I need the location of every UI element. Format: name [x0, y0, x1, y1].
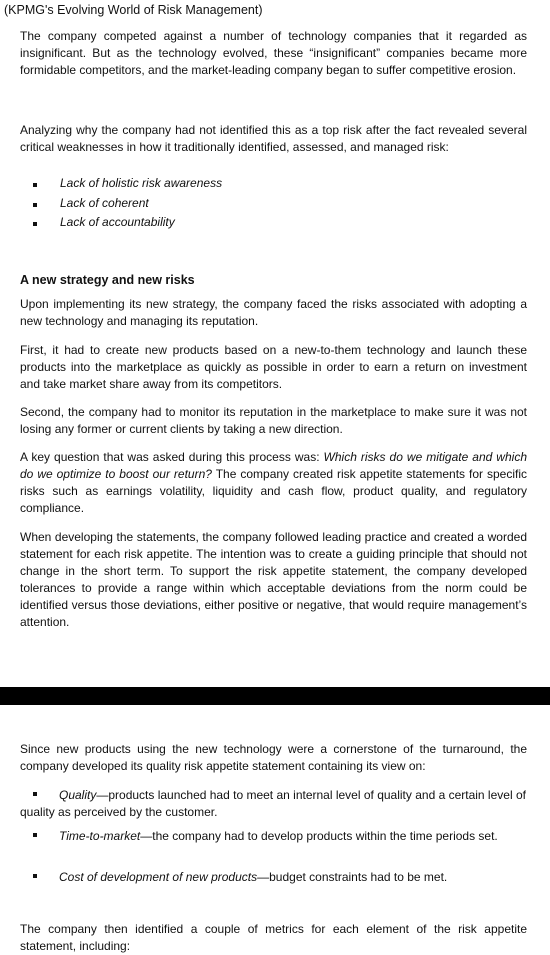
quality-item: Quality—products launched had to meet an internal level of quality and a certain level of quality as perceived by the customer. — [20, 788, 526, 819]
section-heading: A new strategy and new risks — [20, 273, 195, 287]
quality-item: Cost of development of new products—budget constraints had to be met. — [20, 869, 527, 886]
bullet-icon — [33, 183, 37, 187]
paragraph-statements: When developing the statements, the company followed leading practice and created a worded statement for each risk appetite. The intention was to create a guiding principle that should not change in the short term. To support the risk appetite statement, the company developed tolerances to provide a range within which acceptable deviations from the norm could be identified versus those deviations, either positive or negative, that would require management’s attention. — [20, 530, 527, 629]
weakness-item: Lack of holistic risk awareness — [60, 176, 223, 190]
paragraph-metrics: The company then identified a couple of metrics for each element of the risk appetite statement, including: — [20, 922, 527, 953]
paragraph-second: Second, the company had to monitor its reputation in the marketplace to make sure it was not losing any former or current clients by taking a new direction. — [20, 405, 527, 436]
paragraph-quality-appetite: Since new products using the new technology were a cornerstone of the turnaround, the company developed its quality risk appetite statement containing its view on: — [20, 742, 527, 773]
bullet-icon — [33, 792, 37, 796]
bullet-icon — [33, 833, 37, 837]
paragraph-competition: The company competed against a number of technology companies that it regarded as insignificant. But as the technology evolved, these “insignificant” companies became more formidable competitors, and the market-leading company began to suffer competitive erosion. — [20, 29, 527, 77]
key-question-intro: A key question that was asked during this process was: — [20, 450, 324, 464]
paragraph-key-question — [20, 449, 527, 517]
weakness-item: Lack of coherent — [60, 196, 149, 210]
source-header: (KPMG's Evolving World of Risk Management) — [4, 3, 263, 17]
key-question: Which risks do we mitigate and which do we optimize to boost our return? — [20, 450, 527, 481]
weakness-item: Lack of accountability — [60, 215, 175, 229]
paragraph-first: First, it had to create new products based on a new-to-them technology and launch these products into the marketplace as quickly as possible in order to earn a return on investment and take market share away from its competitors. — [20, 343, 527, 391]
paragraph-new-strategy: Upon implementing its new strategy, the company faced the risks associated with adopting a new technology and managing its reputation. — [20, 297, 527, 328]
page-break-bar — [0, 687, 550, 705]
key-question-followup: The company created risk appetite statements for specific risks such as earnings volatility, liquidity and cash flow, product quality, and regulatory compliance. — [20, 467, 527, 515]
paragraph-weaknesses: Analyzing why the company had not identified this as a top risk after the fact revealed several critical weaknesses in how it traditionally identified, assessed, and managed risk: — [20, 123, 527, 154]
bullet-icon — [33, 874, 37, 878]
bullet-icon — [33, 203, 37, 207]
quality-item: Time-to-market—the company had to develop products within the time periods set. — [20, 828, 527, 845]
bullet-icon — [33, 222, 37, 226]
